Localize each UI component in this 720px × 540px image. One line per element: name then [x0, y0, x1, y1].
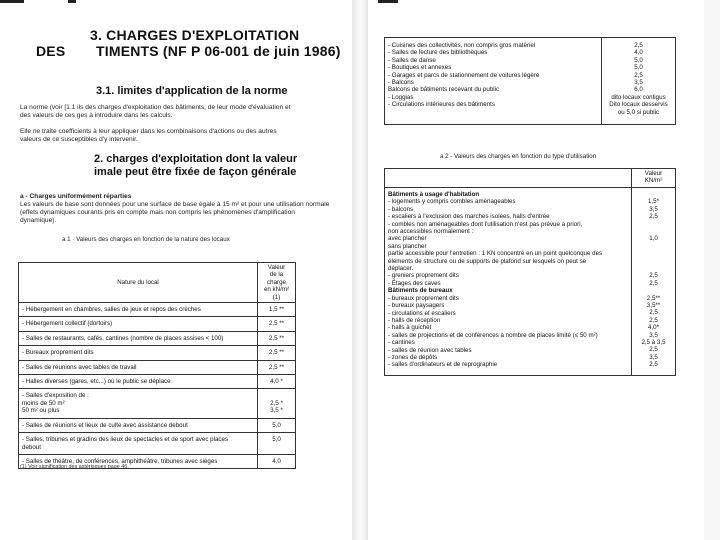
- list-item-label: [388, 109, 598, 116]
- list-item-value: [635, 287, 672, 294]
- row-label-cell: [19, 375, 258, 389]
- row-label-cell: [19, 389, 258, 418]
- header-value-line: en kN/m² (1): [263, 286, 290, 301]
- row-value-cell: [258, 454, 296, 468]
- table-row: [385, 188, 676, 376]
- list-item-label: avec plancher: [388, 235, 427, 243]
- list-item-value: 3,5: [634, 79, 643, 87]
- labels-column: [385, 38, 602, 125]
- row-label: - Bureaux proprement dits: [22, 349, 94, 357]
- chapter-title-prefix: DES: [36, 43, 66, 59]
- header-value: [632, 169, 676, 188]
- row-value-cell: [258, 331, 296, 345]
- chapter-title-rest: TIMENTS (NF P 06-001 de juin 1986): [96, 43, 341, 59]
- list-item-value: 2,5 à 3,5: [641, 339, 666, 346]
- list-item-label: partie accessible pour l'entretien : 1 KN concentré en un point quelconque des: [388, 250, 603, 258]
- row-value-cell: [258, 389, 296, 418]
- list-item-label: - greniers proprement dits: [388, 272, 459, 280]
- row-value-cell: [258, 346, 296, 360]
- table-row: [19, 433, 296, 455]
- header-value-line: Valeur: [644, 170, 663, 177]
- list-item-value: 2,5: [649, 279, 658, 287]
- group-title: Bâtiments de bureaux: [388, 287, 453, 295]
- list-item-label: - halls de réception: [388, 316, 441, 324]
- list-item-label: - salles de projections et de conférences à nombre de places limité (≤ 50 m²): [388, 331, 598, 339]
- list-item-value: 2,5: [634, 71, 643, 79]
- paragraph-base-values: Les valeurs de base sont données pour une surface de base égale à 15 m² et pour une utilisation normale (effets dynamiques courants pris en compte mais non compris les phénomènes d'amplification dynamique).: [20, 201, 330, 224]
- table-row: [19, 331, 296, 345]
- paragraph-exclusion-line-2: valeurs de ce susceptibles d'y intervenir.: [20, 136, 138, 143]
- list-item-label: - Boutiques et annexes: [388, 64, 452, 72]
- list-item-value: [635, 243, 672, 250]
- list-item-value: [635, 221, 672, 228]
- labels-column: [385, 188, 632, 376]
- list-item-value: 2,5: [634, 42, 643, 49]
- list-item-label: - Circulations intérieures des bâtiments: [388, 101, 495, 109]
- list-item-label: - logements y compris combles aménageables: [388, 198, 516, 206]
- page-edge-mark: [0, 0, 24, 3]
- row-label-cell: [19, 418, 258, 432]
- chapter-title: 3. CHARGES D'EXPLOITATION: [90, 27, 300, 43]
- row-value-cell: [258, 375, 296, 389]
- table-row: [19, 389, 296, 418]
- group-title: Bâtiments à usage d'habitation: [388, 191, 480, 198]
- header-value-line: Valeur: [267, 264, 286, 271]
- values-column: [632, 188, 676, 376]
- row-value: 4,0 *: [270, 378, 283, 386]
- row-label: - Salles de restaurants, cafés, cantines (nombre de places assises < 100): [22, 334, 224, 342]
- table-row: [385, 38, 676, 125]
- list-item-label: - circulations et escaliers: [388, 309, 456, 317]
- row-value: 5,0: [272, 436, 281, 444]
- list-item-label: - halls à guichet: [388, 324, 432, 332]
- section-heading-3-1: 3.1. limites d'application de la norme: [96, 85, 288, 97]
- row-label: - Salles de théâtre, de conférences, amphithéâtre, tribunes avec sièges: [22, 457, 218, 465]
- list-item-label: éléments de structure ou de supports de plafond sur lesquels on peut se: [388, 257, 587, 265]
- row-label: - Salles de réunions avec tables de travail: [22, 363, 137, 371]
- list-item-label: - Salles de lecture des bibliothèques: [388, 49, 488, 57]
- row-label-cell: [19, 331, 258, 345]
- list-item-value: 4,0*: [647, 324, 659, 332]
- row-label-cell: [19, 317, 258, 331]
- list-item-value: [635, 258, 672, 265]
- paragraph-exclusion-line-1: Elle ne traite coefficients à leur appliquer dans les combinaisons d'actions ou des autres: [20, 128, 277, 135]
- section-heading-3-2-line-2: imale peut être fixée de façon générale: [94, 166, 297, 178]
- footnote: (1) Voir signification des astérisques page 46.: [20, 464, 129, 470]
- subsection-uniform-loads: a - Charges uniformément réparties: [20, 193, 132, 200]
- row-value-cell: [258, 418, 296, 432]
- table-header-row: [19, 263, 296, 303]
- list-item-value: 1,5*: [647, 198, 659, 206]
- table-row: [19, 317, 296, 331]
- list-item-value: 5,0: [634, 64, 643, 72]
- row-label: - Halles diverses (gares, etc...) où le public se déplace: [22, 378, 171, 386]
- list-item-value: 5,0: [634, 56, 643, 64]
- values-column: [602, 38, 676, 125]
- row-value: 2,5 *: [270, 399, 283, 407]
- table-row: [19, 346, 296, 360]
- paragraph-scope-line-1: La norme (voir [1.1 ils des charges d'exploitation des bâtiments, de leur mode d'évaluation et: [20, 104, 291, 111]
- list-item-label: - salles d'ordinateurs et de reprographie: [388, 361, 498, 369]
- list-item-label: - Étages des caves: [388, 279, 441, 287]
- list-item-label: - salles de réunion avec tables: [388, 346, 472, 354]
- list-item-value: 6,0: [634, 86, 643, 94]
- row-label-cell: [19, 360, 258, 374]
- list-item-value: [635, 191, 672, 198]
- list-item-label: non accessibles normalement :: [388, 228, 474, 236]
- row-value: 2,5 **: [268, 320, 285, 328]
- list-item-value: ou 5,0 si public: [617, 108, 660, 116]
- table-a1-continued: [384, 37, 676, 125]
- row-label: - Salles d'exposition de :: [22, 392, 89, 400]
- list-item-value: 2,5: [649, 213, 658, 221]
- table-a1-title: a 1 · Valeurs des charges en fonction de la nature des locaux: [62, 236, 230, 243]
- list-item-value: 2,5: [649, 316, 658, 324]
- header-value-line: de la charge: [267, 271, 286, 286]
- right-document-page: [368, 0, 704, 540]
- row-value: 2,5 **: [268, 334, 285, 342]
- row-value-cell: [258, 360, 296, 374]
- row-label: - Hébergement collectif (dortoirs): [22, 320, 113, 328]
- list-item-value: dito locaux contigus: [611, 93, 666, 101]
- row-value: 2,5 **: [268, 349, 285, 357]
- row-value: 3,5 *: [270, 407, 283, 415]
- row-label: 50 m² ou plus: [22, 407, 60, 415]
- table-row: [19, 375, 296, 389]
- list-item-label: - Cuisines des collectivités, non compris gros matériel: [388, 42, 536, 49]
- section-heading-3-2-line-1: 2. charges d'exploitation dont la valeur: [94, 153, 298, 165]
- row-value: 4,0: [272, 457, 281, 465]
- row-label: - Hébergement en chambres, salles de jeux et repos des crèches: [22, 306, 201, 314]
- list-item-label: - Garages et parcs de stationnement de voitures légère: [388, 71, 540, 79]
- list-item-value: 3,5: [649, 331, 658, 339]
- table-row: [19, 303, 296, 317]
- list-item-label: - Loggias: [388, 93, 414, 101]
- list-item-label: - bureaux paysagers: [388, 302, 445, 310]
- list-item-label: - balcons: [388, 205, 414, 213]
- list-item-label: - escaliers à l'exclusion des marches isolées, halls d'entrée: [388, 213, 550, 221]
- table-row: [19, 418, 296, 432]
- list-item-label: - Balcons: [388, 79, 414, 87]
- table-a2: [384, 168, 676, 376]
- table-header-row: [385, 169, 676, 188]
- list-item-value: [635, 250, 672, 257]
- row-label: - Salles, tribunes et gradins des lieux de spectacles et de sport avec places: [22, 436, 229, 444]
- list-item-value: 2,5: [649, 272, 658, 280]
- list-item-value: [635, 265, 672, 272]
- table-a1: [18, 262, 296, 469]
- row-value: 2,5 **: [268, 363, 285, 371]
- list-item-value: 2,5: [649, 361, 658, 369]
- list-item-label: sans plancher: [388, 242, 427, 250]
- row-label-cell: [19, 433, 258, 455]
- list-item-label: - zones de dépôts: [388, 353, 438, 361]
- row-value-cell: [258, 433, 296, 455]
- list-item-value: [635, 228, 672, 235]
- paragraph-scope-line-2: des valeurs de ces ges à introduire dans les calculs.: [20, 112, 173, 119]
- table-a2-title: a 2 - Valeurs des charges en fonction du type d'utilisation: [440, 153, 597, 160]
- row-value-cell: [258, 317, 296, 331]
- row-value-cell: [258, 303, 296, 317]
- row-label: - Salles de réunions et lieux de culte avec assistance debout: [22, 421, 188, 429]
- table-row: [19, 360, 296, 374]
- list-item-label: Balcons de bâtiments recevant du public: [388, 86, 500, 94]
- row-label-cell: [19, 303, 258, 317]
- row-value: [261, 392, 292, 399]
- row-label: moins de 50 m²: [22, 399, 65, 407]
- list-item-label: - Salles de danse: [388, 56, 436, 64]
- list-item-label: - cantines: [388, 339, 415, 347]
- list-item-value: 3,5**: [646, 301, 661, 309]
- row-value: 1,5 **: [268, 306, 285, 314]
- header-usage: [385, 169, 632, 188]
- list-item-label: déplacer.: [388, 265, 414, 273]
- list-item-value: 2,5: [649, 346, 658, 354]
- list-item-label: - bureaux proprement dits: [388, 294, 459, 302]
- row-label-cell: [19, 346, 258, 360]
- page-edge-mark: [68, 0, 76, 3]
- list-item-label: - combles non aménageables dont l'utilisation n'est pas prévue a priori,: [388, 220, 583, 228]
- page-edge-mark: [378, 0, 398, 3]
- row-label: debout: [22, 443, 41, 451]
- left-document-page: [0, 0, 352, 540]
- list-item-value: 2,5: [649, 309, 658, 317]
- list-item-value: 3,5: [649, 353, 658, 361]
- list-item-value: 1,0: [649, 235, 658, 243]
- header-value-line: KN/m²: [644, 177, 663, 185]
- row-value: 5,0: [272, 421, 281, 429]
- list-item-value: 4,0: [634, 49, 643, 57]
- list-item-value: 3,5: [649, 205, 658, 213]
- header-value: [258, 263, 296, 303]
- list-item-value: 2,5**: [646, 294, 661, 302]
- page-gutter: [352, 0, 368, 540]
- list-item-value: Dito locaux desservis: [609, 101, 668, 109]
- header-nature: Nature du local: [19, 263, 258, 303]
